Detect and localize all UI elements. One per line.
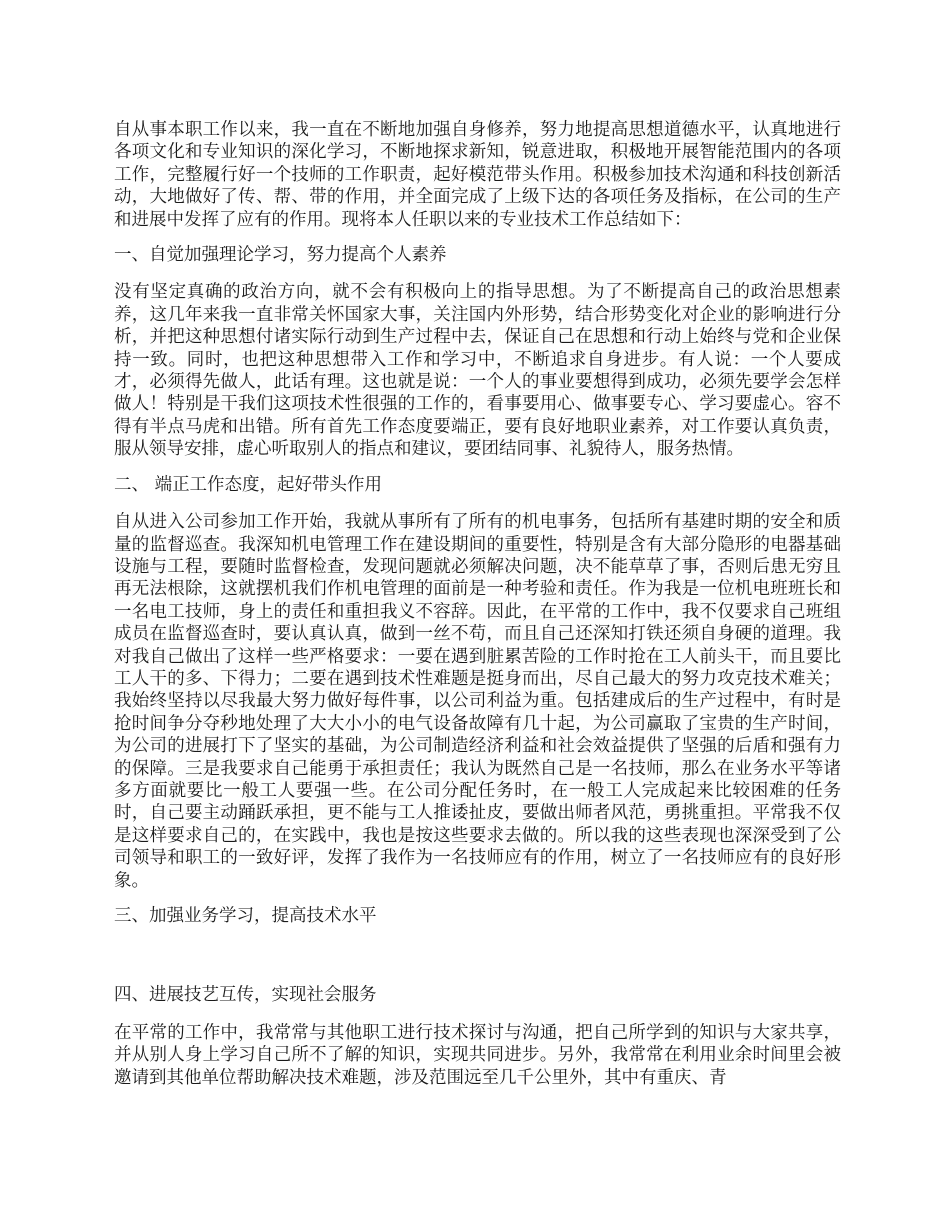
section-4-paragraph: 在平常的工作中，我常常与其他职工进行技术探讨与沟通，把自己所学到的知识与大家共享，并从别人身上学习自己所不了解的知识，实现共同进步。另外，我常常在利用业余时间里会被邀请到其他单位帮助解决技术难题，涉及范围远至几千公里外，其中有重庆、青 — [114, 1022, 841, 1088]
section-1-heading: 一、自觉加强理论学习，努力提高个人素养 — [114, 245, 447, 266]
section-4-heading: 四、进展技艺互传，实现社会服务 — [114, 985, 377, 1006]
section-2-heading: 二、 端正工作态度，起好带头作用 — [114, 474, 383, 495]
intro-paragraph: 自从事本职工作以来，我一直在不断地加强自身修养，努力地提高思想道德水平，认真地进行各项文化和专业知识的深化学习，不断地探求新知，锐意进取，积极地开展智能范围内的各项工作，完整履行好一个技师的工作职责，起好模范带头作用。积极参加技术沟通和科技创新活动，大地做好了传、帮、带的作用，并全面完成了上级下达的各项任务及指标，在公司的生产和进展中发挥了应有的作用。现将本人任职以来的专业技术工作总结如下： — [114, 120, 841, 230]
section-2-paragraph: 自从进入公司参加工作开始，我就从事所有了所有的机电事务，包括所有基建时期的安全和质量的监督巡查。我深知机电管理工作在建设期间的重要性，特别是含有大部分隐形的电器基础设施与工程，要随时监督检查，发现问题就必须解决问题，决不能草草了事，否则后患无穷且再无法根除，这就摆机我们作机电管理的面前是一种考验和责任。作为我是一位机电班班长和一名电工技师，身上的责任和重担我义不容辞。因此，在平常的工作中，我不仅要求自己班组成员在监督巡查时，要认真认真，做到一丝不苟，而且自己还深知打铁还须自身硬的道理。我对我自己做出了这样一些严格要求：一要在遇到脏累苦险的工作时抢在工人前头干，而且要比工人干的多、下得力；二要在遇到技术性难题是挺身而出，尽自己最大的努力攻克技术难关；我始终坚持以尽我最大努力做好每件事，以公司利益为重。包括建成后的生产过程中，有时是抢时间争分夺秒地处理了大大小小的电气设备故障有几十起，为公司赢取了宝贵的生产时间，为公司的进展打下了坚实的基础，为公司制造经济利益和社会效益提供了坚强的后盾和强有力的保障。三是我要求自己能勇于承担责任；我认为既然自己是一名技师，那么在业务水平等诸多方面就要比一般工人要强一些。在公司分配任务时，在一般工人完成起来比较困难的任务时，自己要主动踊跃承担，更不能与工人推诿扯皮，要做出师者风范，勇挑重担。平常我不仅是这样要求自己的，在实践中，我也是按这些要求去做的。所以我的这些表现也深深受到了公司领导和职工的一致好评，发挥了我作为一名技师应有的作用，树立了一名技师应有的良好形象。 — [114, 512, 841, 891]
section-1-paragraph: 没有坚定真确的政治方向，就不会有积极向上的指导思想。为了不断提高自己的政治思想素养，这几年来我一直非常关怀国家大事，关注国内外形势，结合形势变化对企业的影响进行分析，并把这种思想付诸实际行动到生产过程中去，保证自己在思想和行动上始终与党和企业保持一致。同时，也把这种思想带入工作和学习中，不断追求自身进步。有人说：一个人要成才，必须得先做人，此话有理。这也就是说：一个人的事业要想得到成功，必须先要学会怎样做人！特别是干我们这项技术性很强的工作的，看事要用心、做事要专心、学习要虚心。容不得有半点马虎和出错。所有首先工作态度要端正，要有良好地职业素养，对工作要认真负责，服从领导安排，虚心听取别人的指点和建议，要团结同事、礼貌待人，服务热情。 — [114, 282, 841, 460]
document-page — [114, 119, 841, 1089]
section-3-heading: 三、加强业务学习，提高技术水平 — [114, 906, 377, 926]
section-3-empty-space — [114, 927, 841, 984]
